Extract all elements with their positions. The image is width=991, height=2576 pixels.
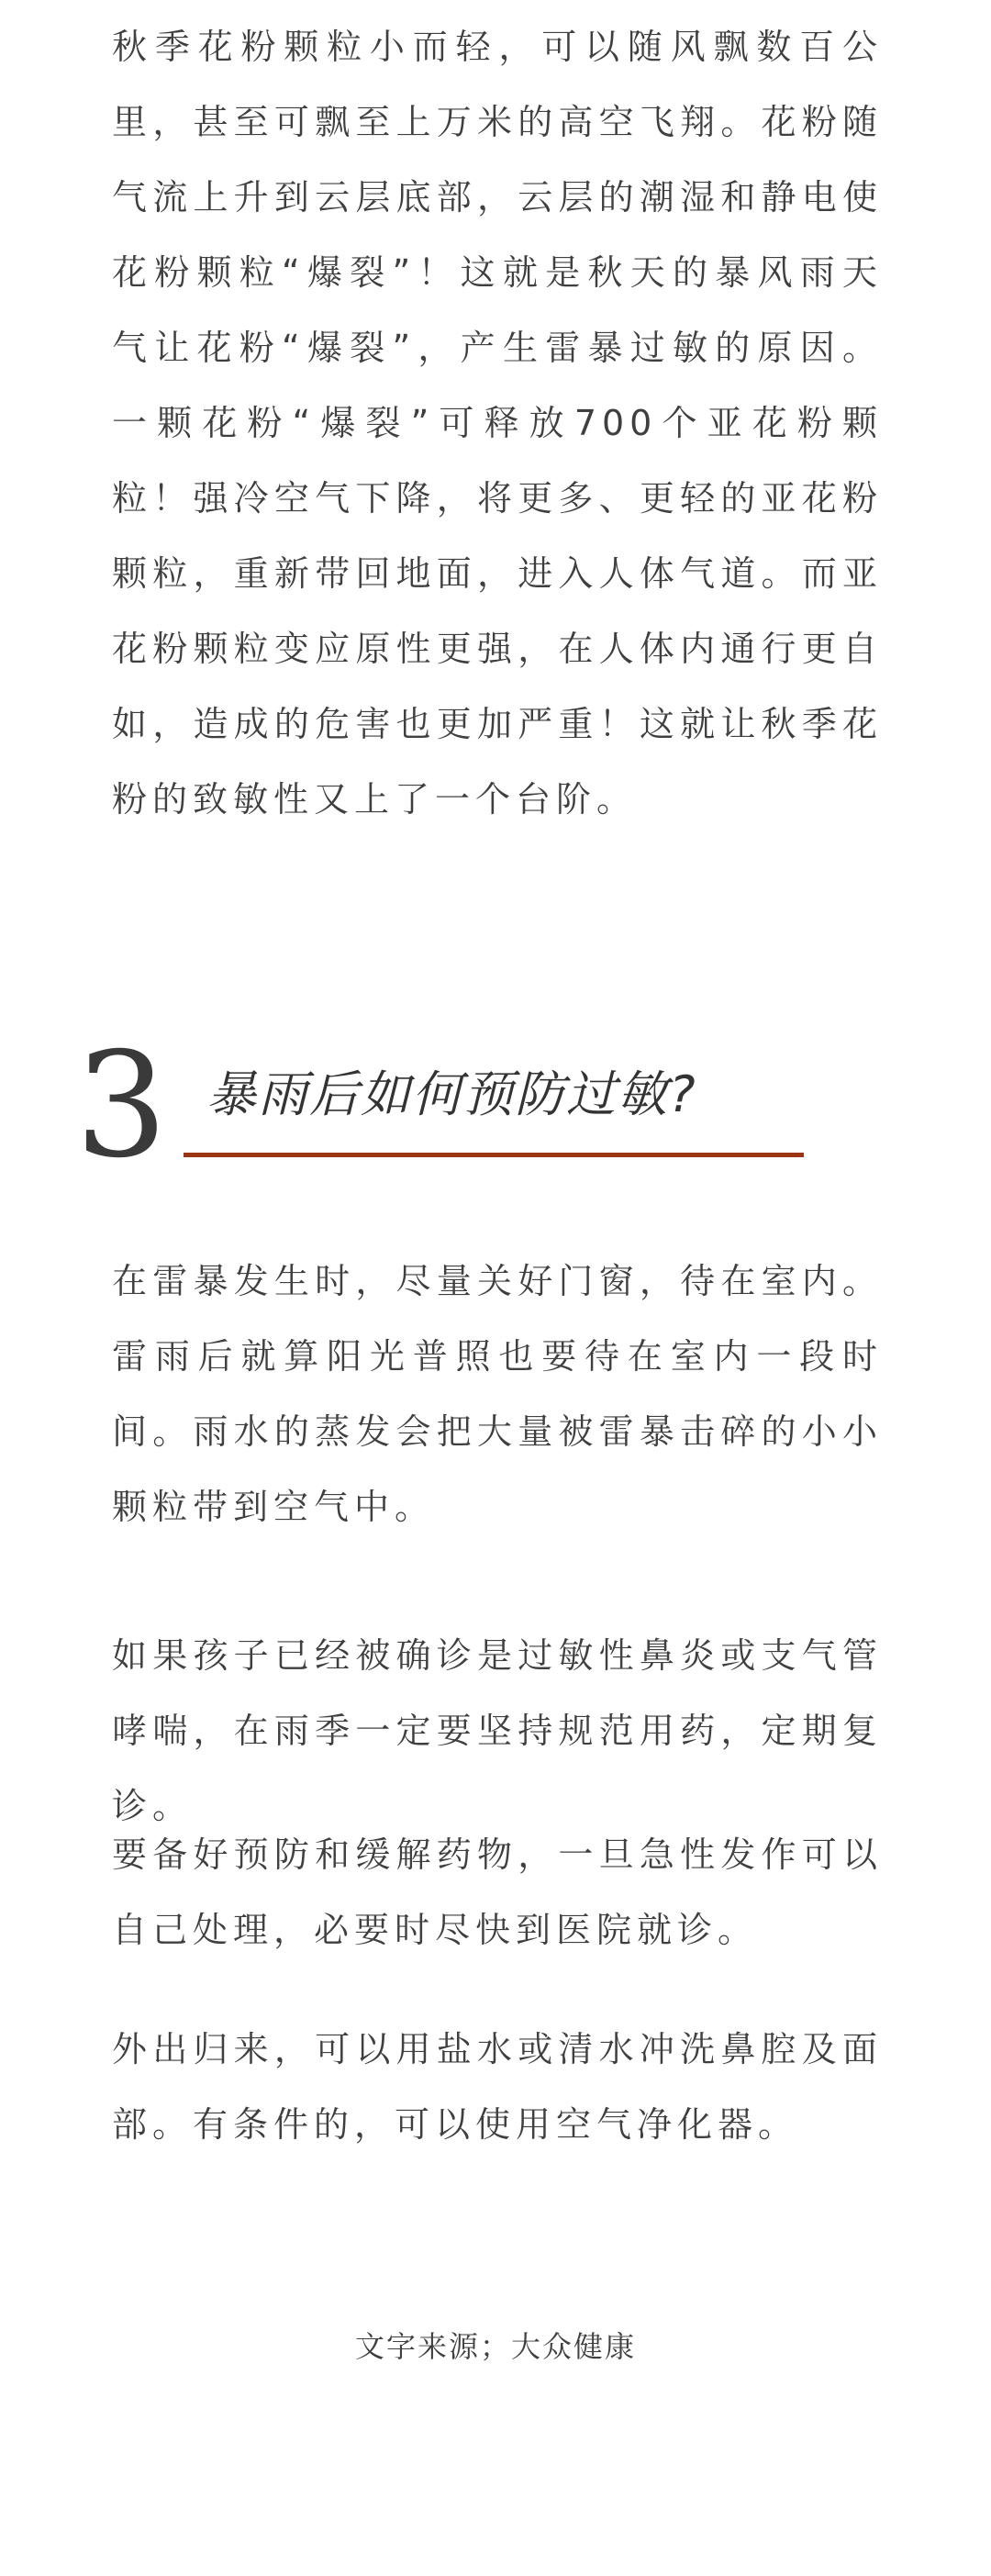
prevention-paragraph-4: 外出归来，可以用盐水或清水冲洗鼻腔及面部。有条件的，可以使用空气净化器。 [112, 2029, 883, 2145]
section-title-underline [184, 1153, 804, 1157]
prevention-paragraph-3: 要备好预防和缓解药物，一旦急性发作可以自己处理，必要时尽快到医院就诊。 [112, 1834, 883, 1950]
prevention-paragraph-1: 在雷暴发生时，尽量关好门窗，待在室内。雷雨后就算阳光普照也要待在室内一段时间。雨水的蒸发会把大量被雷暴击碎的小小颗粒带到空气中。 [112, 1261, 883, 1527]
prevention-paragraph-2: 如果孩子已经被确诊是过敏性鼻炎或支气管哮喘，在雨季一定要坚持规范用药，定期复诊。 [112, 1635, 883, 1826]
section-title: 暴雨后如何预防过敏? [206, 1065, 697, 1123]
section-number: 3 [75, 1021, 168, 1190]
intro-paragraph: 秋季花粉颗粒小而轻，可以随风飘数百公里，甚至可飘至上万米的高空飞翔。花粉随气流上升到云层底部，云层的潮湿和静电使花粉颗粒“爆裂”！这就是秋天的暴风雨天气让花粉“爆裂”，产生雷暴过敏的原因。一颗花粉“爆裂”可释放700个亚花粉颗粒！强冷空气下降，将更多、更轻的亚花粉颗粒，重新带回地面，进入人体气道。而亚花粉颗粒变应原性更强，在人体内通行更自如，造成的危害也更加严重！这就让秋季花粉的致敏性又上了一个台阶。 [112, 27, 883, 820]
source-credit: 文字来源；大众健康 [354, 2329, 636, 2364]
